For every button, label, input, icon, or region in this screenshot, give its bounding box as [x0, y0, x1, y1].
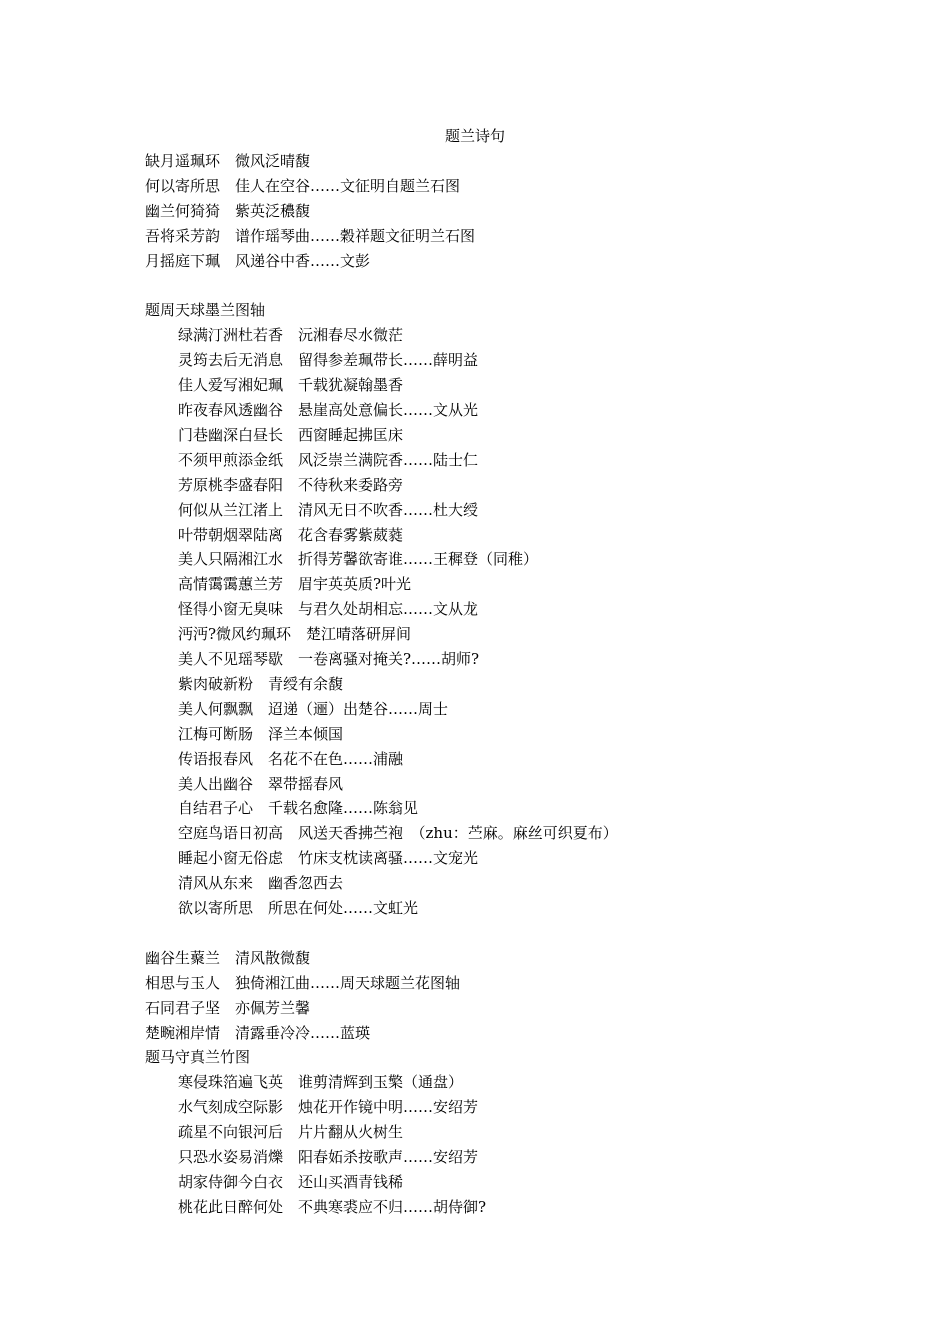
- poem-line: 幽谷生藂兰 清风散微馥: [145, 948, 311, 967]
- poem-line: 石同君子坚 亦佩芳兰馨: [145, 998, 311, 1017]
- poem-line: 美人只隔湘江水 折得芳馨欲寄谁……王穉登（同稚）: [178, 550, 539, 569]
- poem-line: 怪得小窗无臭味 与君久处胡相忘……文从龙: [178, 600, 479, 619]
- poem-line: 门巷幽深白昼长 西窗睡起拂匡床: [178, 425, 404, 444]
- poem-line: 缺月遥珮环 微风泛晴馥: [145, 152, 311, 170]
- poem-line: 高情霭霭蕙兰芳 眉宇英英质?叶光: [178, 575, 412, 594]
- poem-line: 题周天球墨兰图轴: [145, 301, 266, 320]
- poem-line: 芳原桃李盛春阳 不待秋来委路旁: [178, 475, 404, 494]
- poem-line: 绿满汀洲杜若香 沅湘春尽水微茫: [178, 326, 404, 345]
- poem-line: 睡起小窗无俗虑 竹床支枕读离骚……文宠光: [178, 849, 479, 868]
- poem-line: 何似从兰江渚上 清风无日不吹香……杜大绶: [178, 500, 479, 519]
- poem-line: 紫肉破新粉 青绶有余馥: [178, 674, 344, 693]
- poem-line: 桃花此日醉何处 不典寒裘应不归……胡侍御?: [178, 1197, 487, 1216]
- poem-line: 疏星不向银河后 片片翻从火树生: [178, 1123, 404, 1142]
- poem-line: 楚畹湘岸情 清露垂冷冷……蓝瑛: [145, 1023, 371, 1042]
- poem-line: 不须甲煎添金纸 风泛崇兰满院香……陆士仁: [178, 450, 479, 469]
- poem-line: 美人出幽谷 翠带摇春风: [178, 774, 344, 793]
- poem-line: 空庭鸟语日初高 风送天香拂苎袍 （zhu：苎麻。麻丝可织夏布）: [178, 824, 618, 843]
- poem-line: 幽兰何猗猗 紫英泛穠馥: [145, 201, 311, 220]
- poem-line: 传语报春风 名花不在色……浦融: [178, 749, 404, 768]
- poem-line: 清风从东来 幽香忽西去: [178, 874, 344, 893]
- poem-line: 美人何飘飘 迢递（逦）出楚谷……周士: [178, 699, 449, 718]
- poem-line: 胡家侍御今白衣 还山买酒青钱稀: [178, 1172, 404, 1191]
- poem-line: 题马守真兰竹图: [145, 1048, 251, 1067]
- poem-line: 水气刻成空际影 烛花开作镜中明……安绍芳: [178, 1098, 479, 1117]
- poem-line: 吾将采芳韵 谱作瑶琴曲……穀祥题文征明兰石图: [145, 226, 476, 245]
- poem-line: 江梅可断肠 泽兰本倾国: [178, 724, 344, 743]
- poem-line: 美人不见瑶琴歇 一卷离骚对掩关?……胡师?: [178, 650, 480, 668]
- poem-line: 欲以寄所思 所思在何处……文虹光: [178, 899, 419, 917]
- poem-line: 灵筠去后无消息 留得参差珮带长……薛明益: [178, 351, 479, 370]
- document-title: 题兰诗句: [444, 127, 505, 145]
- poem-line: 相思与玉人 独倚湘江曲……周天球题兰花图轴: [145, 973, 461, 992]
- poem-line: 自结君子心 千载名愈隆……陈翁见: [178, 799, 419, 818]
- poem-line: 沔沔?微风约珮环 楚江晴落研屏间: [178, 625, 412, 644]
- poem-line: 只恐水姿易消爍 阳春妬杀按歌声……安绍芳: [178, 1148, 479, 1166]
- poem-line: 寒侵珠箔遍飞英 谁剪清辉到玉檠（通盘）: [178, 1073, 464, 1092]
- poem-line: 昨夜春风透幽谷 悬崖高处意偏长……文从光: [178, 401, 479, 419]
- poem-line: 叶带朝烟翠陆离 花含春雾紫葳蕤: [178, 525, 404, 544]
- poem-line: 佳人爱写湘妃珮 千载犹凝翰墨香: [178, 376, 404, 395]
- poem-line: 何以寄所思 佳人在空谷……文征明自题兰石图: [145, 176, 461, 195]
- poem-line: 月摇庭下珮 风递谷中香……文彭: [145, 251, 371, 270]
